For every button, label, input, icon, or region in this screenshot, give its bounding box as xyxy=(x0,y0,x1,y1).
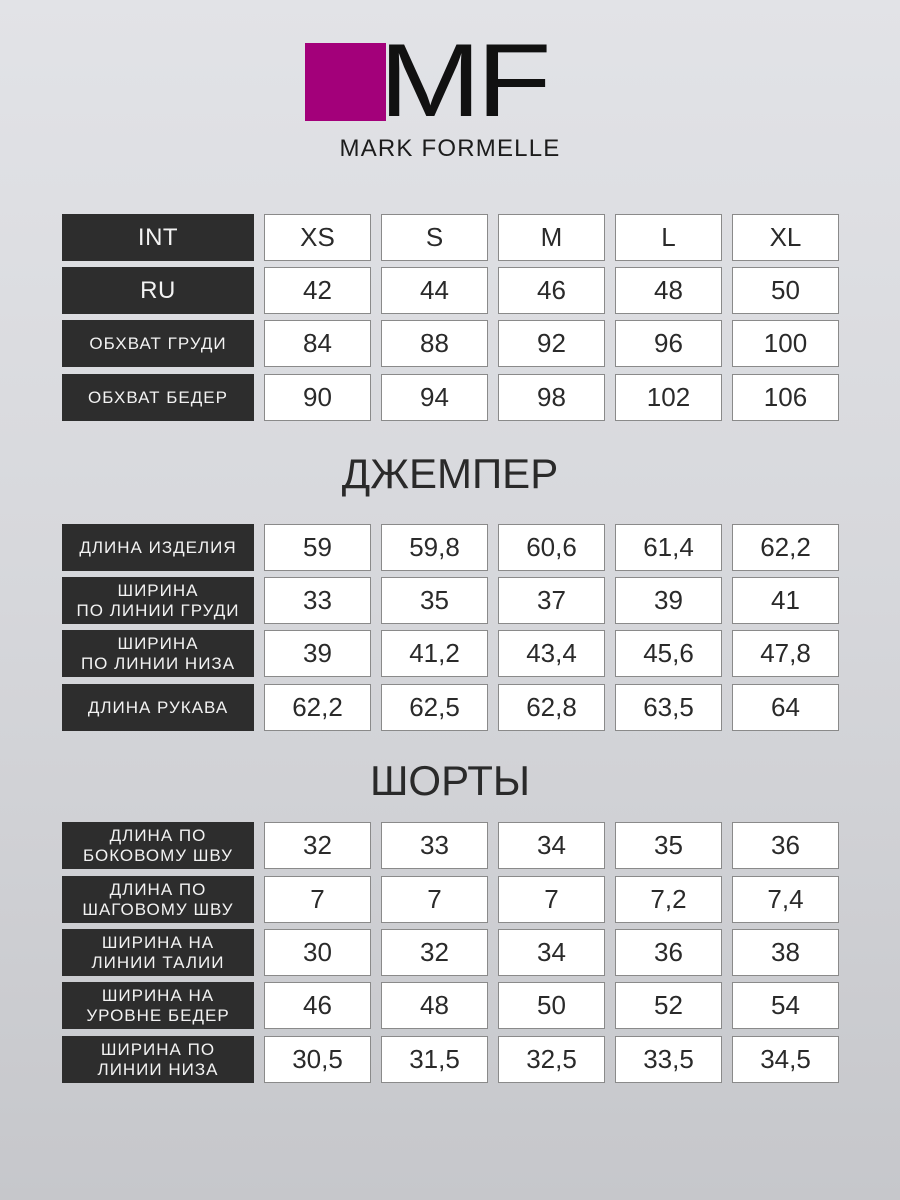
table-cell: 39 xyxy=(264,630,371,677)
section-title-jumper: ДЖЕМПЕР xyxy=(341,450,559,497)
table-cell: 47,8 xyxy=(732,630,839,677)
table-cell: 50 xyxy=(498,982,605,1029)
table-cell: 46 xyxy=(498,267,605,314)
table-cell: 50 xyxy=(732,267,839,314)
table-row xyxy=(62,684,842,731)
row-label: ДЛИНА ИЗДЕЛИЯ xyxy=(62,524,254,571)
table-cell: 46 xyxy=(264,982,371,1029)
table-cell: 96 xyxy=(615,320,722,367)
row-label: INT xyxy=(62,214,254,261)
table-row xyxy=(62,982,842,1029)
row-label: RU xyxy=(62,267,254,314)
table-cell: 34 xyxy=(498,822,605,869)
table-cell: L xyxy=(615,214,722,261)
row-label-line: ДЛИНА ПО xyxy=(109,825,207,845)
table-cell: XL xyxy=(732,214,839,261)
table-row xyxy=(62,630,842,677)
row-label-line: ПО ЛИНИИ ГРУДИ xyxy=(76,600,240,620)
table-cell: 42 xyxy=(264,267,371,314)
row-label xyxy=(62,630,254,677)
table-cell: 7 xyxy=(498,876,605,923)
table-row xyxy=(62,267,842,314)
table-cell: 41,2 xyxy=(381,630,488,677)
row-label-line: ШИРИНА ПО xyxy=(100,1039,216,1059)
brand-logo xyxy=(305,23,595,163)
table-cell: 30 xyxy=(264,929,371,976)
table-cell: 44 xyxy=(381,267,488,314)
table-cell: 36 xyxy=(615,929,722,976)
row-label xyxy=(62,577,254,624)
row-label-line: ШИРИНА xyxy=(117,633,199,653)
table-cell: 63,5 xyxy=(615,684,722,731)
row-label: ДЛИНА РУКАВА xyxy=(62,684,254,731)
table-cell: 64 xyxy=(732,684,839,731)
table-cell: 33,5 xyxy=(615,1036,722,1083)
row-label xyxy=(62,982,254,1029)
table-cell: 60,6 xyxy=(498,524,605,571)
table-cell: 38 xyxy=(732,929,839,976)
row-label-line: ШИРИНА xyxy=(117,580,199,600)
row-label-line: ЛИНИИ НИЗА xyxy=(97,1059,219,1079)
table-cell: S xyxy=(381,214,488,261)
row-label-line: ЛИНИИ ТАЛИИ xyxy=(91,952,225,972)
table-cell: 34 xyxy=(498,929,605,976)
row-label xyxy=(62,876,254,923)
table-cell: 84 xyxy=(264,320,371,367)
brand-name: MARK FORMELLE xyxy=(339,135,561,162)
table-cell: XS xyxy=(264,214,371,261)
table-cell: 33 xyxy=(381,822,488,869)
row-label: ОБХВАТ ГРУДИ xyxy=(62,320,254,367)
table-cell: 62,5 xyxy=(381,684,488,731)
row-label: ОБХВАТ БЕДЕР xyxy=(62,374,254,421)
table-cell: 48 xyxy=(615,267,722,314)
table-cell: 88 xyxy=(381,320,488,367)
table-cell: 34,5 xyxy=(732,1036,839,1083)
table-cell: 7 xyxy=(381,876,488,923)
table-cell: 32 xyxy=(381,929,488,976)
row-label xyxy=(62,1036,254,1083)
table-cell: M xyxy=(498,214,605,261)
table-cell: 54 xyxy=(732,982,839,1029)
table-cell: 52 xyxy=(615,982,722,1029)
row-label-line: ШАГОВОМУ ШВУ xyxy=(82,899,234,919)
row-label-line: БОКОВОМУ ШВУ xyxy=(83,845,233,865)
table-cell: 100 xyxy=(732,320,839,367)
table-cell: 45,6 xyxy=(615,630,722,677)
row-label xyxy=(62,822,254,869)
table-cell: 61,4 xyxy=(615,524,722,571)
table-cell: 62,2 xyxy=(264,684,371,731)
table-row xyxy=(62,374,842,421)
row-label-line: ДЛИНА ПО xyxy=(109,879,207,899)
table-cell: 43,4 xyxy=(498,630,605,677)
table-cell: 31,5 xyxy=(381,1036,488,1083)
table-row xyxy=(62,822,842,869)
row-label-line: ШИРИНА НА xyxy=(101,985,215,1005)
table-cell: 37 xyxy=(498,577,605,624)
table-cell: 35 xyxy=(381,577,488,624)
table-cell: 30,5 xyxy=(264,1036,371,1083)
table-cell: 39 xyxy=(615,577,722,624)
table-cell: 62,8 xyxy=(498,684,605,731)
row-label-line: УРОВНЕ БЕДЕР xyxy=(86,1005,230,1025)
table-cell: 92 xyxy=(498,320,605,367)
row-label xyxy=(62,929,254,976)
table-cell: 7,4 xyxy=(732,876,839,923)
table-row xyxy=(62,577,842,624)
row-label-line: ШИРИНА НА xyxy=(101,932,215,952)
table-cell: 94 xyxy=(381,374,488,421)
table-cell: 7,2 xyxy=(615,876,722,923)
table-cell: 32 xyxy=(264,822,371,869)
table-cell: 48 xyxy=(381,982,488,1029)
logo-magenta-square xyxy=(305,43,386,121)
table-row xyxy=(62,320,842,367)
table-cell: 90 xyxy=(264,374,371,421)
table-cell: 41 xyxy=(732,577,839,624)
table-cell: 59,8 xyxy=(381,524,488,571)
logo-letters: MF xyxy=(379,23,547,139)
section-title-shorts: ШОРТЫ xyxy=(369,757,531,804)
table-cell: 35 xyxy=(615,822,722,869)
table-row xyxy=(62,214,842,261)
table-row xyxy=(62,1036,842,1083)
table-row xyxy=(62,929,842,976)
table-row xyxy=(62,524,842,571)
row-label-line: ПО ЛИНИИ НИЗА xyxy=(80,653,236,673)
table-row xyxy=(62,876,842,923)
table-cell: 59 xyxy=(264,524,371,571)
table-cell: 62,2 xyxy=(732,524,839,571)
table-cell: 102 xyxy=(615,374,722,421)
table-cell: 106 xyxy=(732,374,839,421)
table-cell: 32,5 xyxy=(498,1036,605,1083)
table-cell: 7 xyxy=(264,876,371,923)
table-cell: 98 xyxy=(498,374,605,421)
table-cell: 36 xyxy=(732,822,839,869)
table-cell: 33 xyxy=(264,577,371,624)
